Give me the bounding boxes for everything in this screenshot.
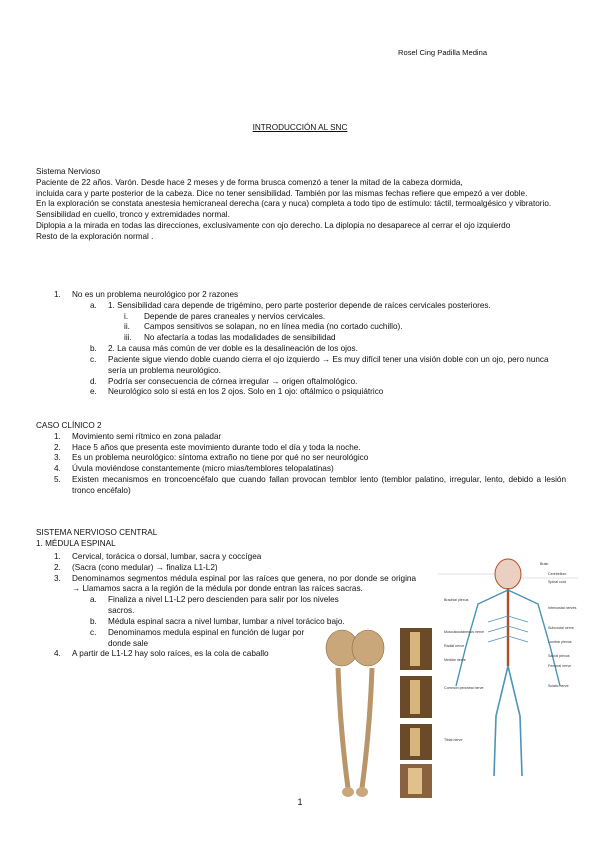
- list-1: [36, 290, 566, 398]
- author-name: Rosel Cing Padilla Medina: [398, 48, 488, 57]
- figure-label: Cerebellum: [548, 572, 567, 576]
- list-item: i. Depende de pares craneales y nervios cervicales.: [124, 311, 326, 321]
- figure-label: Brachial plexus: [444, 598, 469, 602]
- intro-section: [36, 167, 566, 243]
- figure-label: Tibial nerve: [444, 738, 463, 742]
- intro-line: Resto de la exploración normal .: [36, 231, 154, 241]
- caso-clinico-2: [36, 421, 566, 497]
- list-item: 4. A partir de L1-L2 hay solo raíces, es la cola de caballo: [54, 649, 269, 659]
- nervous-system-diagram: [438, 556, 578, 786]
- spinal-cord-specimen-image: [318, 628, 393, 798]
- figure-label: Common peroneal nerve: [444, 686, 484, 690]
- list-item: 3. Denominamos segmentos médula espinal por las raíces que genera, no por donde se origina → Llamamos sacra a la región de la médula por donde entran las raíces sacras.: [54, 573, 416, 594]
- list-item: b. Médula espinal sacra a nivel lumbar, lumbar a nivel torácico bajo.: [90, 616, 345, 626]
- subsection-heading: 1. MÉDULA ESPINAL: [36, 538, 116, 548]
- list-item: iii. No afectaría a todas las modalidades de sensibilidad: [124, 333, 336, 343]
- list-item: 2. Hace 5 años que presenta este movimiento durante todo el día y toda la noche.: [54, 442, 361, 452]
- figure-label: Femoral nerve: [548, 664, 572, 668]
- page-number: 1: [297, 797, 303, 807]
- intro-line: Diplopia a la mirada en todas las direcciones, exclusivamente con ojo derecho. La diplopia no desaparece al cerrar el ojo izquierdo: [36, 221, 511, 231]
- figure-label: Intercostal nerves: [548, 606, 577, 610]
- list-item: 4. Úvula moviéndose constantemente (micro mias/temblores telopalatinas): [54, 464, 334, 474]
- figure-label: Brain: [540, 562, 549, 566]
- intro-line: incluida cara y parte posterior de la cabeza. Dice no tener sensibilidad. También por las mismas fechas refiere que empezó a ver doble.: [36, 188, 528, 198]
- list-item: c. Paciente sigue viendo doble cuando cierra el ojo izquierdo → Es muy difícil tener una visión doble con un ojo, pero nunca sería un problema neurológico.: [90, 354, 549, 375]
- list-item: a. 1. Sensibilidad cara depende de trigémino, pero parte posterior depende de raíces cervicales posteriores.: [90, 300, 491, 310]
- figure-label: Musculocutaneous nerve: [444, 630, 484, 634]
- figure-label: Subcostal nerve: [548, 626, 574, 630]
- snc-section: [36, 528, 566, 550]
- figure-label: Sacral plexus: [548, 654, 570, 658]
- figure-label: Sciatic nerve: [548, 684, 569, 688]
- intro-heading: Sistema Nervioso: [36, 167, 101, 176]
- list-item: 2. (Sacra (cono medular) → finaliza L1-L2): [54, 562, 218, 572]
- figure-label: Radial nerve: [444, 644, 465, 648]
- list-item: 3. Es un problema neurológico: síntoma extraño no tiene por qué no ser neurológico: [54, 453, 369, 463]
- list-item: e. Neurológico solo si está en los 2 ojos. Solo en 1 ojo: oftálmico o psiquiátrico: [90, 387, 384, 397]
- page-title: INTRODUCCIÓN AL SNC: [252, 123, 348, 132]
- spinal-cord-closeup-images: [398, 628, 436, 798]
- list-item: 1. No es un problema neurológico por 2 razones: [54, 290, 239, 299]
- figure-label: Median nerve: [444, 658, 466, 662]
- figure-label: Lumbar plexus: [548, 640, 572, 644]
- list-item: 1. Movimiento semi rítmico en zona paladar: [54, 431, 222, 441]
- figure-label: Spinal cord: [548, 580, 566, 584]
- list-item: ii. Campos sensitivos se solapan, no en línea media (no cortado cuchillo).: [124, 322, 403, 332]
- intro-line: En la exploración se constata anestesia hemicraneal derecha (cara y nuca) completa a todo tipo de estímulo: táctil, termoalgésico y vibratorio. Sensibilidad en cuello, tronco y extremidades normal.: [36, 199, 552, 220]
- list-item: b. 2. La causa más común de ver doble es la desalineación de los ojos.: [90, 344, 358, 354]
- intro-line: Paciente de 22 años. Varón. Desde hace 2 meses y de forma brusca comenzó a tener la mitad de la cabeza dormida,: [36, 177, 463, 187]
- list-item: a. Finaliza a nivel L1-L2 pero descienden para salir por los niveles sacros.: [90, 595, 339, 616]
- section-heading: SISTEMA NERVIOSO CENTRAL: [36, 528, 158, 537]
- list-item: 1. Cervical, torácica o dorsal, lumbar, sacra y coccígea: [54, 552, 262, 561]
- section-heading: CASO CLÍNICO 2: [36, 421, 102, 430]
- list-item: c. Denominamos medula espinal en función de lugar por donde sale: [90, 627, 305, 648]
- list-item: d. Podría ser consecuencia de córnea irregular → origen oftalmológico.: [90, 376, 358, 386]
- list-item: 5. Existen mecanismos en troncoencéfalo que cuando fallan provocan temblor lento (temblor palatino, irregular, lento, debido a lesión tronco encéfalo): [54, 475, 566, 495]
